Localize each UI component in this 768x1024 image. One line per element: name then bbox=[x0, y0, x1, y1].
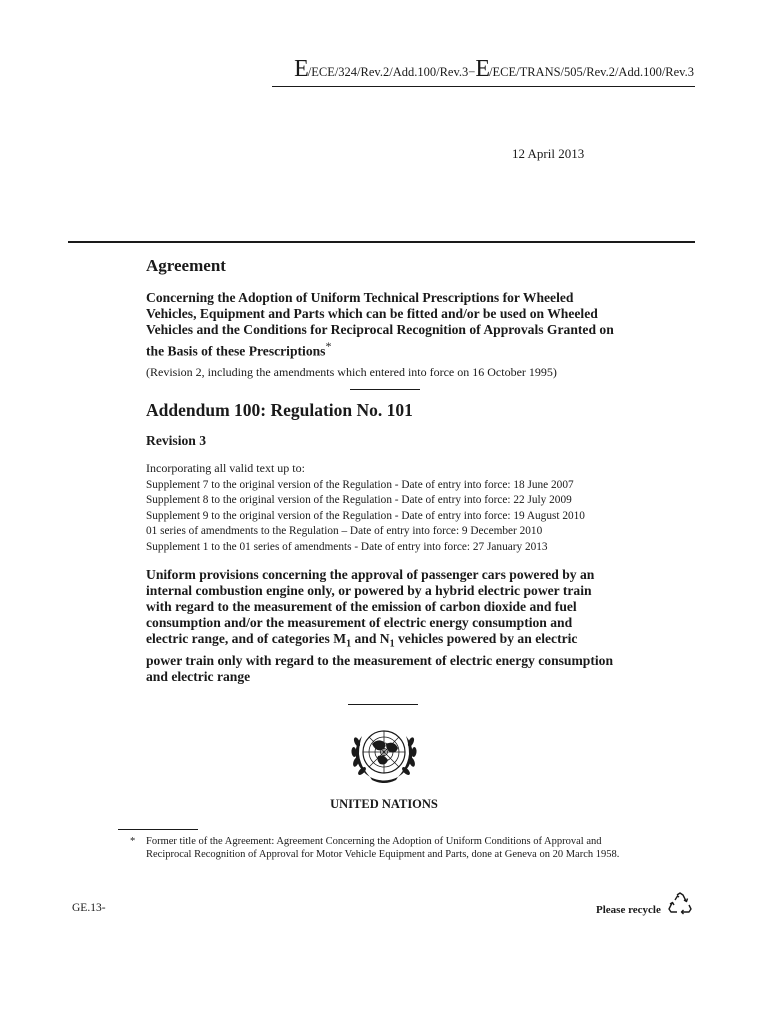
job-number: GE.13- bbox=[72, 902, 106, 914]
agreement-subtitle-text: Concerning the Adoption of Uniform Technical Prescriptions for Wheeled Vehicles, Equipment and Parts which can be fitted and/or be used on Wheeled Vehicles and the Conditions for Reciprocal Recognition of Approvals Granted on the Basis of these Prescriptions bbox=[146, 290, 614, 359]
symbol-part2-rest: /ECE/TRANS/505/Rev.2/Add.100/Rev.3 bbox=[489, 65, 694, 79]
separator-rule bbox=[348, 704, 418, 705]
footnote-text: Former title of the Agreement: Agreement Concerning the Adoption of Uniform Conditions of Approval and Reciprocal Recognition of Approval for Motor Vehicle Equipment and Parts, done at Geneva on 20 March 1958. bbox=[146, 836, 620, 860]
incorporating-text: Incorporating all valid text up to: bbox=[146, 460, 305, 475]
scope-subscript-m: 1 bbox=[346, 638, 352, 650]
document-date: 12 April 2013 bbox=[512, 146, 585, 161]
supplement-item: 01 series of amendments to the Regulation – Date of entry into force: 9 December 2010 bbox=[146, 525, 543, 538]
supplement-item: Supplement 8 to the original version of the Regulation - Date of entry into force: 22 July 2009 bbox=[146, 494, 572, 507]
supplement-list bbox=[146, 478, 616, 556]
revision-note: (Revision 2, including the amendments which entered into force on 16 October 1995) bbox=[146, 364, 557, 379]
separator-rule bbox=[350, 389, 420, 390]
supplement-item: Supplement 1 to the 01 series of amendments - Date of entry into force: 27 January 2013 bbox=[146, 540, 548, 553]
title-rule bbox=[68, 241, 695, 243]
footnote-rule bbox=[118, 829, 198, 830]
scope-text-2: and N bbox=[351, 631, 390, 647]
symbol-separator: − bbox=[468, 65, 476, 79]
scope-text-3: vehicles powered by an electric power train only with regard to the measurement of electric energy consumption and electric range bbox=[146, 631, 614, 684]
symbol-part1-rest: /ECE/324/Rev.2/Add.100/Rev.3 bbox=[307, 65, 469, 79]
revision-heading: Revision 3 bbox=[146, 432, 207, 448]
header-rule bbox=[272, 86, 695, 87]
scope-subscript-n: 1 bbox=[389, 638, 395, 650]
main-content bbox=[146, 256, 616, 685]
agreement-title: Agreement bbox=[146, 256, 226, 275]
footnote bbox=[130, 835, 620, 861]
symbol-part1-initial: E bbox=[294, 56, 308, 82]
un-emblem-icon bbox=[342, 722, 426, 788]
footnote-mark: * bbox=[130, 836, 136, 847]
recycle-label: Please recycle bbox=[596, 904, 661, 916]
supplement-item: Supplement 7 to the original version of the Regulation - Date of entry into force: 18 June 2007 bbox=[146, 478, 574, 491]
organization-name: UNITED NATIONS bbox=[330, 797, 438, 811]
addendum-title: Addendum 100: Regulation No. 101 bbox=[146, 399, 413, 420]
symbol-part2-initial: E bbox=[475, 56, 490, 82]
document-symbol bbox=[294, 58, 694, 83]
supplement-item: Supplement 9 to the original version of the Regulation - Date of entry into force: 19 August 2010 bbox=[146, 509, 585, 522]
footnote-reference: * bbox=[325, 339, 332, 353]
scope-text-1: Uniform provisions concerning the approval of passenger cars powered by an internal combustion engine only, or powered by a hybrid electric power train with regard to the measurement of the emission of carbon dioxide and fuel consumption and/or the measurement of electric energy consumption and electric range, and of categories M bbox=[146, 567, 595, 647]
recycle-icon bbox=[667, 892, 693, 916]
agreement-subtitle bbox=[146, 290, 616, 360]
regulation-scope bbox=[146, 567, 616, 685]
